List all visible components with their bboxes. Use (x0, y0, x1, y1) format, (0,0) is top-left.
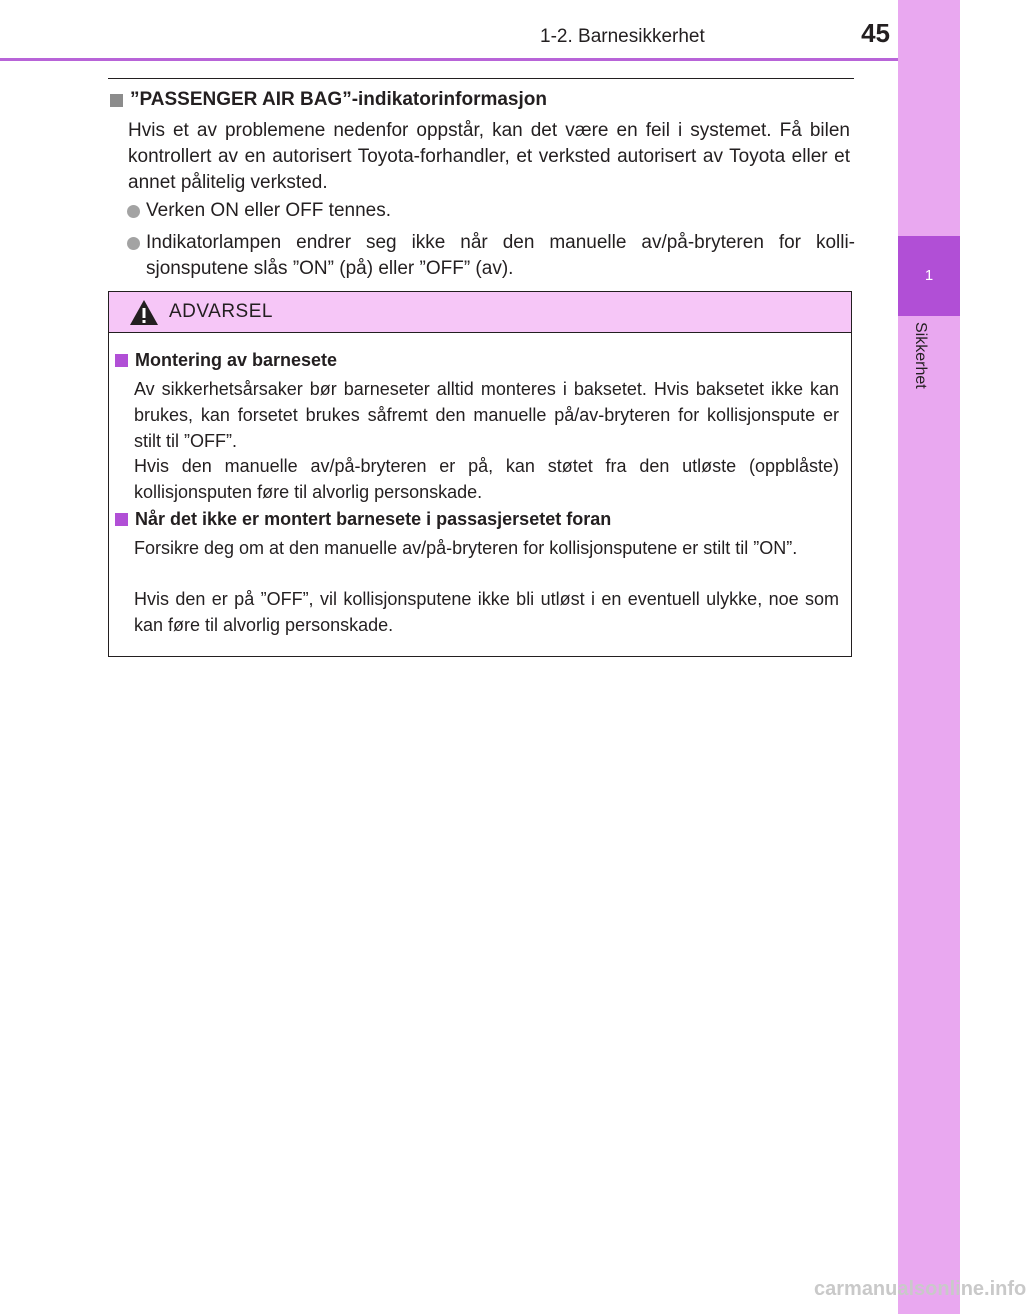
list-item (127, 230, 855, 282)
section-heading-text: ”PASSENGER AIR BAG”-indikatorinformasjon (130, 89, 547, 110)
square-bullet-icon (115, 354, 128, 367)
bullet-dot-icon (127, 237, 140, 250)
warning-item-heading-text: Når det ikke er montert barnesete i passasjersetet foran (135, 509, 612, 529)
warning-item-heading (115, 350, 337, 371)
bullet-dot-icon (127, 205, 140, 218)
page-number: 45 (861, 18, 890, 48)
chapter-tab: 1 (898, 236, 960, 316)
warning-paragraph: Forsikre deg om at den manuelle av/på-bryteren for kollisjonsputene er stilt til ”ON”. (134, 538, 798, 558)
section-title: 1-2. Barnesikkerhet (540, 26, 705, 47)
list-item-text: Indikatorlampen endrer seg ikke når den manuelle av/på-bryteren for kollisjonsputene slås ”ON” (på) eller ”OFF” (av). (146, 232, 855, 279)
warning-title: ADVARSEL (169, 301, 273, 322)
warning-paragraph: Hvis den manuelle av/på-bryteren er på, kan støtet fra den utløste (oppblåste) kollisjonsputen føre til alvorlig personskade. (134, 456, 839, 502)
list-item (127, 198, 855, 224)
section-intro: Hvis et av problemene nedenfor oppstår, kan det være en feil i systemet. Få bilen kontrollert av en autorisert Toyota-forhandler, et verksted autorisert av Toyota eller et annet pålitelig verksted. (128, 120, 850, 193)
section-heading (110, 89, 547, 111)
header-divider (0, 58, 898, 61)
warning-header (109, 292, 851, 333)
side-band (898, 0, 960, 1314)
warning-paragraph: Hvis den er på ”OFF”, vil kollisjonsputene ikke bli utløst i en eventuell ulykke, noe som kan føre til alvorlig personskade. (134, 589, 839, 635)
watermark: carmanualsonline.info (814, 1278, 1026, 1300)
warning-item-heading (115, 509, 611, 530)
section-rule (108, 78, 854, 79)
warning-triangle-icon (129, 299, 159, 326)
warning-item-heading-text: Montering av barnesete (135, 350, 338, 370)
square-bullet-icon (115, 513, 128, 526)
list-item-text: Verken ON eller OFF tennes. (146, 200, 391, 221)
chapter-label: Sikkerhet (912, 322, 929, 389)
warning-box (108, 291, 852, 657)
square-bullet-icon (110, 94, 123, 107)
warning-paragraph: Av sikkerhetsårsaker bør barneseter alltid monteres i baksetet. Hvis baksetet ikke kan brukes, kan forsetet brukes såfremt den manuelle på/av-bryteren for kollisjonspute er stilt til ”OFF”. (134, 379, 839, 451)
